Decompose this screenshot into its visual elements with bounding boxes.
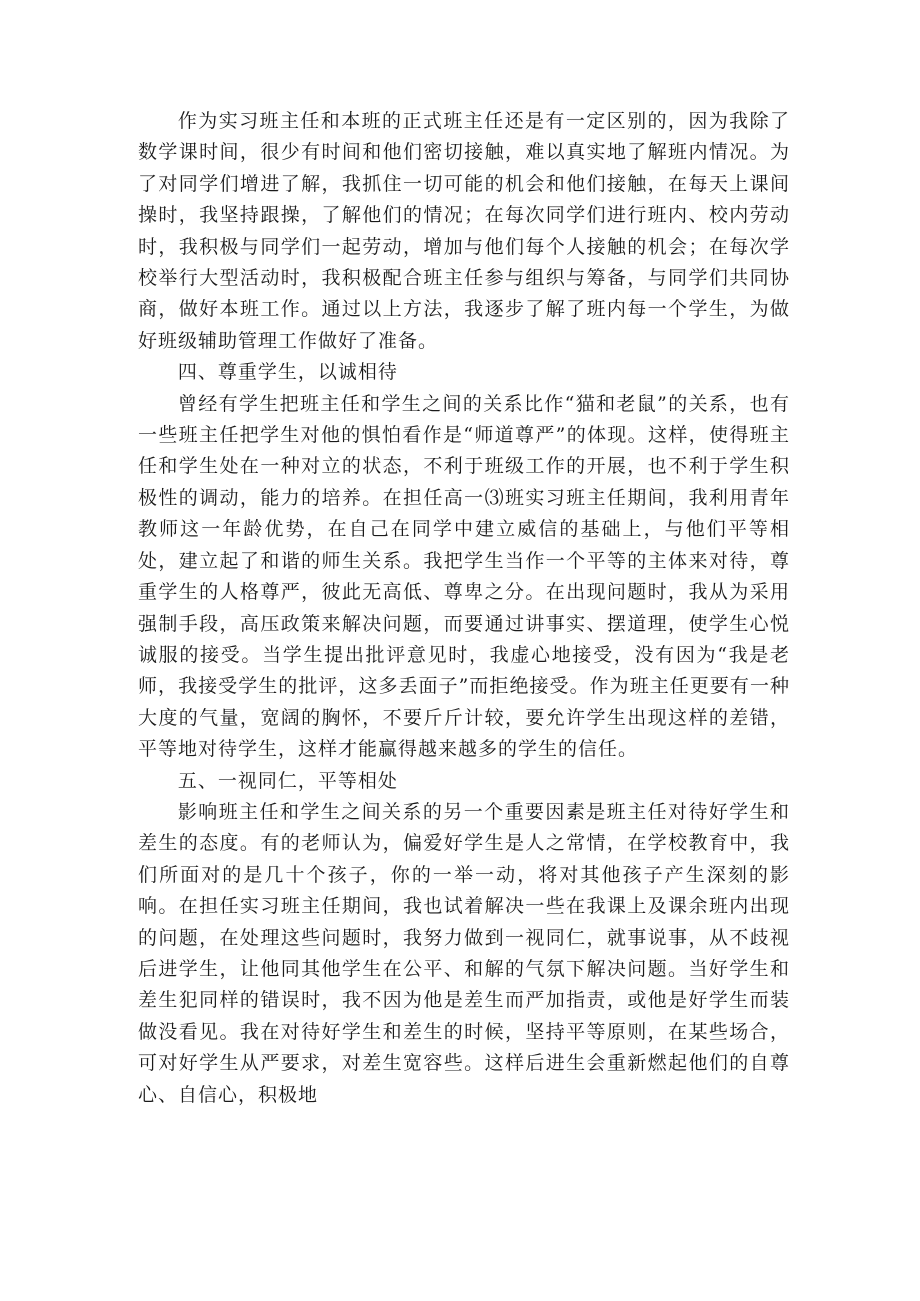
document-body: [138, 106, 790, 1111]
paragraph-intro: 作为实习班主任和本班的正式班主任还是有一定区别的，因为我除了数学课时间，很少有时间和他们密切接触，难以真实地了解班内情况。为了对同学们增进了解，我抓住一切可能的机会和他们接触，在每天上课间操时，我坚持跟操，了解他们的情况；在每次同学们进行班内、校内劳动时，我积极与同学们一起劳动，增加与他们每个人接触的机会；在每次学校举行大型活动时，我积极配合班主任参与组织与筹备，与同学们共同协商，做好本班工作。通过以上方法，我逐步了解了班内每一个学生，为做好班级辅助管理工作做好了准备。: [138, 110, 790, 352]
section-heading-5: 五、一视同仁，平等相处: [177, 769, 398, 792]
paragraph-equality: 影响班主任和学生之间关系的另一个重要因素是班主任对待好学生和差生的态度。有的老师认为，偏爱好学生是人之常情，在学校教育中，我们所面对的是几十个孩子，你的一举一动，将对其他孩子产生深刻的影响。在担任实习班主任期间，我也试着解决一些在我课上及课余班内出现的问题，在处理这些问题时，我努力做到一视同仁，就事说事，从不歧视后进学生，让他同其他学生在公平、和解的气氛下解决问题。当好学生和差生犯同样的错误时，我不因为他是差生而严加指责，或他是好学生而装做没看见。我在对待好学生和差生的时候，坚持平等原则，在某些场合，可对好学生从严要求，对差生宽容些。这样后进生会重新燃起他们的自尊心、自信心，积极地: [138, 800, 790, 1106]
section-heading-4: 四、尊重学生，以诚相待: [177, 361, 398, 384]
paragraph-respect: 曾经有学生把班主任和学生之间的关系比作“猫和老鼠”的关系，也有一些班主任把学生对他的惧怕看作是“师道尊严”的体现。这样，使得班主任和学生处在一种对立的状态，不利于班级工作的开展，也不利于学生积极性的调动，能力的培养。在担任高一⑶班实习班主任期间，我利用青年教师这一年龄优势，在自己在同学中建立威信的基础上，与他们平等相处，建立起了和谐的师生关系。我把学生当作一个平等的主体来对待，尊重学生的人格尊严，彼此无高低、尊卑之分。在出现问题时，我从为采用强制手段，高压政策来解决问题，而要通过讲事实、摆道理，使学生心悦诚服的接受。当学生提出批评意见时，我虚心地接受，没有因为“我是老师，我接受学生的批评，这多丢面子”而拒绝接受。作为班主任更要有一种大度的气量，宽阔的胸怀，不要斤斤计较，要允许学生出现这样的差错，平等地对待学生，这样才能赢得越来越多的学生的信任。: [138, 392, 790, 761]
